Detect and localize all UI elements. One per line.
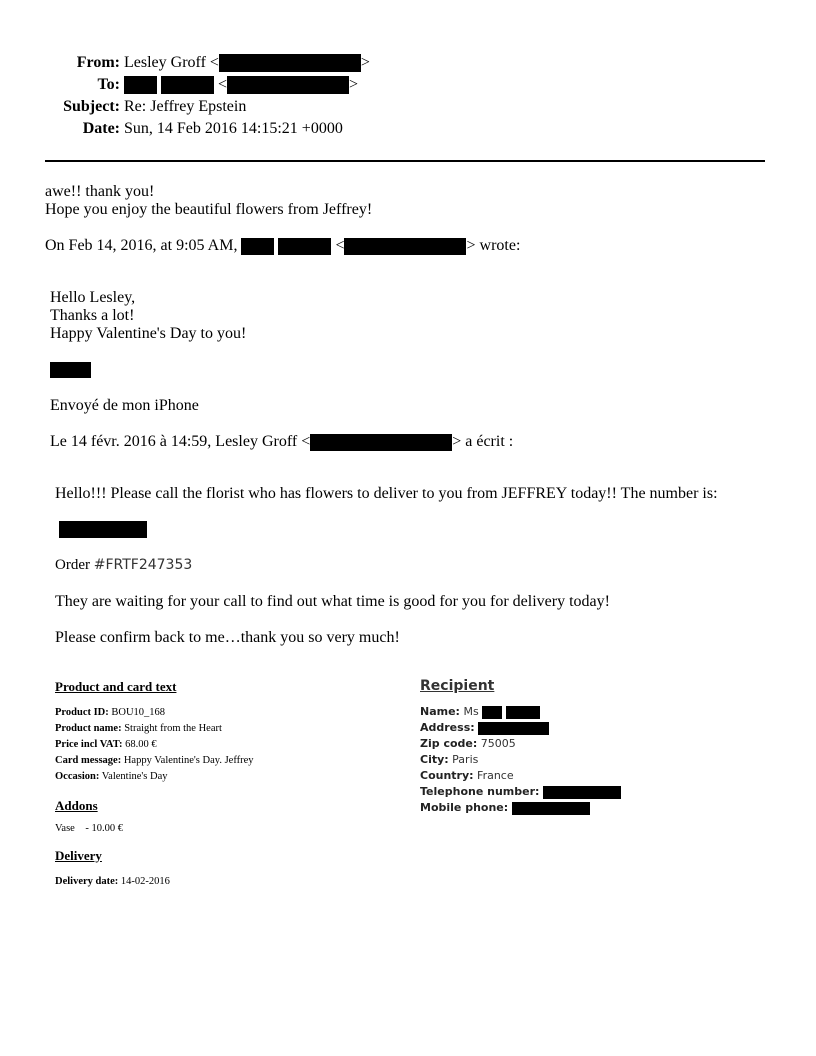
to-tail: > [349,76,359,93]
occasion-value: Valentine's Day [101,771,168,782]
redacted-address [478,722,549,735]
quote-intro-open: < [335,237,345,254]
quoted1-line-2: Thanks a lot! [50,307,135,324]
card-message-row [55,753,254,769]
product-section-title: Product and card text [55,679,177,694]
recipient-telephone-label: Telephone number: [420,785,540,798]
product-name-label: Product name: [55,723,122,734]
recipient-country-row [420,768,621,784]
order-label: Order [55,557,90,573]
redacted-mobile [512,802,590,815]
recipient-city-row [420,752,621,768]
subject-value: Re: Jeffrey Epstein [124,98,247,115]
recipient-city-value: Paris [452,753,479,766]
addon-item: Vase - 10.00 € [55,823,123,834]
to-label: To: [97,76,120,93]
quoted2-line-4: Please confirm back to me…thank you so very much! [55,629,400,646]
redacted-first-name [241,238,274,255]
price-row [55,737,254,753]
price-label: Price incl VAT: [55,739,123,750]
delivery-date-value: 14-02-2016 [120,876,170,887]
quote-intro-tail: > wrote: [466,237,521,254]
to-open: < [218,76,228,93]
subject-row [0,96,816,118]
to-value [124,74,358,96]
recipient-country-value: France [477,769,514,782]
order-line [55,557,192,574]
recipient-section-title: Recipient [420,678,495,694]
reply-line-1: awe!! thank you! [45,183,155,200]
redacted-telephone [543,786,621,799]
recipient-mobile-label: Mobile phone: [420,801,509,814]
product-name-value: Straight from the Heart [124,723,222,734]
reply-line-2: Hope you enjoy the beautiful flowers from Jeffrey! [45,201,373,218]
from-name: Lesley Groff < [124,54,219,71]
date-row [0,118,816,140]
redacted-last-name [161,76,214,94]
quoted2-line-1: Hello!!! Please call the florist who has flowers to deliver to you from JEFFREY today!! The number is: [55,485,718,502]
delivery-date-row [55,874,170,890]
card-message-label: Card message: [55,755,122,766]
quote-intro-text: On Feb 14, 2016, at 9:05 AM, [45,237,238,254]
from-row [0,52,816,74]
price-value: 68.00 € [125,739,157,750]
occasion-label: Occasion: [55,771,100,782]
recipient-zip-row [420,736,621,752]
product-id-row [55,705,254,721]
recipient-city-label: City: [420,753,449,766]
redacted-last-name [278,238,331,255]
recipient-mobile-row [420,800,621,816]
from-label: From: [76,54,120,71]
order-number: #FRTF247353 [93,557,193,573]
quoted1-intro-text: Le 14 févr. 2016 à 14:59, Lesley Groff < [50,433,311,450]
from-tail: > [360,54,370,71]
quoted1-intro [50,433,513,451]
date-label: Date: [82,120,120,137]
product-id-label: Product ID: [55,707,109,718]
reply-quote-intro [45,237,520,255]
delivery-date-label: Delivery date: [55,876,119,887]
product-details [55,705,254,785]
redacted-first-name [482,706,502,719]
recipient-address-row [420,720,621,736]
recipient-name-row [420,704,621,720]
product-id-value: BOU10_168 [111,707,166,718]
redacted-email [227,76,349,94]
delivery-section-title: Delivery [55,848,102,863]
header-divider [45,160,765,162]
recipient-name-label: Name: [420,705,460,718]
redacted-email [219,54,361,72]
recipient-country-label: Country: [420,769,474,782]
card-message-value: Happy Valentine's Day. Jeffrey [123,755,254,766]
redacted-email [344,238,466,255]
occasion-row [55,769,254,785]
redacted-phone-number [59,521,147,538]
recipient-name-value: Ms [463,705,479,718]
recipient-details [420,704,621,816]
to-row [0,74,816,96]
quoted1-intro-tail: > a écrit : [452,433,514,450]
subject-label: Subject: [63,98,120,115]
recipient-telephone-row [420,784,621,800]
redacted-email [310,434,452,451]
recipient-zip-value: 75005 [480,737,516,750]
addons-section-title: Addons [55,798,98,813]
sent-from-iphone: Envoyé de mon iPhone [50,397,199,414]
from-value [124,52,370,74]
product-name-row [55,721,254,737]
recipient-address-label: Address: [420,721,475,734]
quoted2-line-3: They are waiting for your call to find out what time is good for you for delivery today! [55,593,610,610]
quoted1-line-1: Hello Lesley, [50,289,136,306]
quoted1-line-3: Happy Valentine's Day to you! [50,325,247,342]
date-value: Sun, 14 Feb 2016 14:15:21 +0000 [124,120,343,137]
recipient-zip-label: Zip code: [420,737,478,750]
redacted-signature [50,362,91,378]
redacted-first-name [124,76,157,94]
redacted-last-name [506,706,540,719]
